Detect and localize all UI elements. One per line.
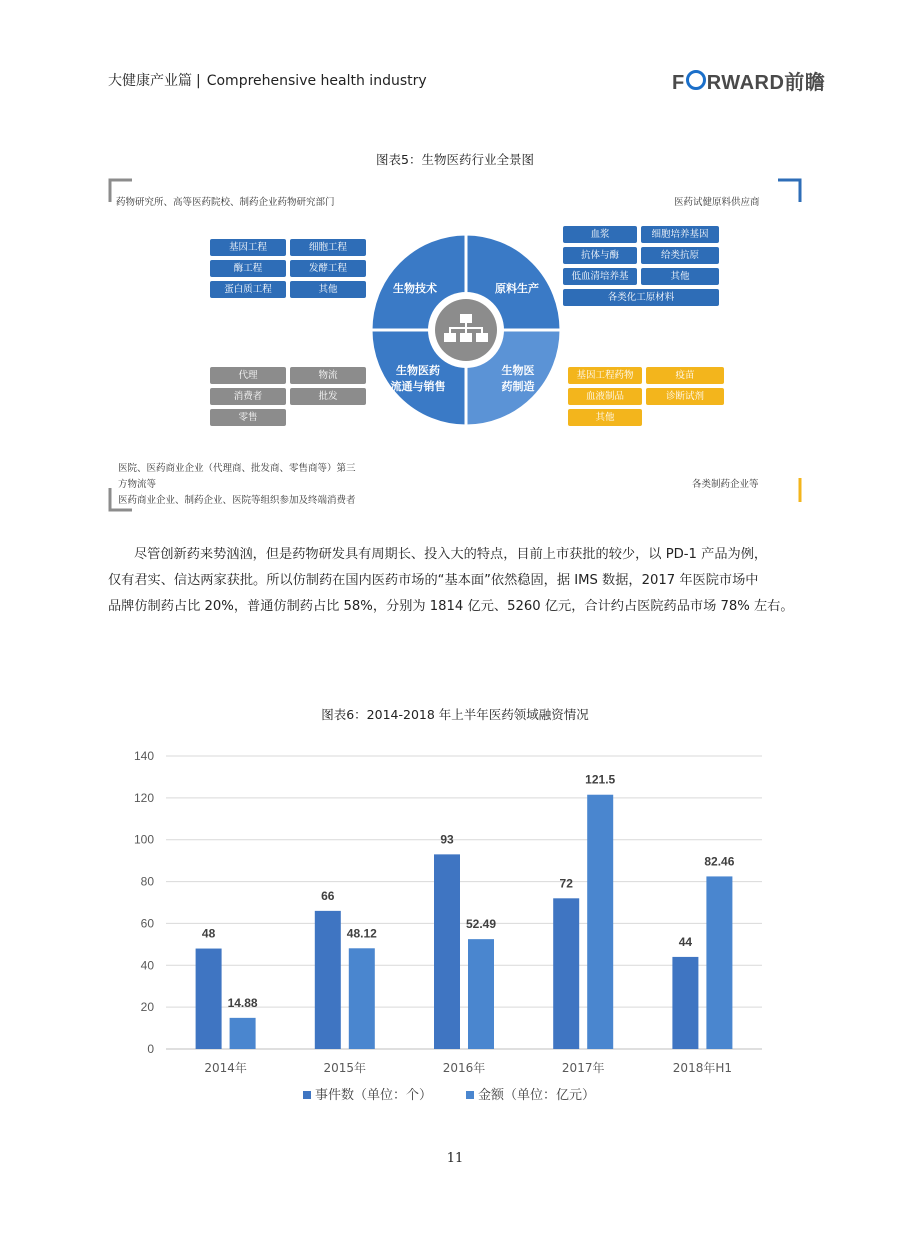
bar [315,911,341,1049]
y-tick-label: 100 [133,832,154,847]
x-tick-label: 2014年 [204,1061,247,1075]
paragraph-line: 品牌仿制药占比 20%，普通仿制药占比 58%，分别为 1814 亿元、5260 亿元，合计约占医院药品市场 78% 左右。 [108,599,794,614]
brand-cn: 前瞻 [784,72,826,94]
data-label: 66 [321,888,335,903]
dist-box: 消费者 [210,388,286,405]
wheel-label-q4: 药制造 [501,380,535,393]
bar [349,948,375,1049]
wheel-label-q3: 生物医药 [396,364,440,377]
legend-swatch [466,1091,474,1099]
bar [553,898,579,1049]
dist-box: 物流 [290,367,366,384]
legend-label: 金额（单位：亿元） [478,1088,596,1103]
data-label: 14.88 [227,995,258,1010]
data-label: 44 [678,934,693,949]
header-title-en: Comprehensive health industry [206,73,427,89]
data-label: 121.5 [585,772,616,787]
wheel-label-q2: 原料生产 [495,282,539,295]
tech-box: 其他 [290,281,366,298]
top-left-label: 药物研究所、高等医药院校、制药企业药物研究部门 [116,197,335,208]
bar [230,1018,256,1049]
bar [434,854,460,1049]
data-label: 72 [559,876,573,891]
raw-box: 抗体与酶 [563,247,637,264]
paragraph-line: 尽管创新药来势汹汹，但是药物研发具有周期长、投入大的特点，目前上市获批的较少，以 PD-1 产品为例， [134,547,768,562]
wheel-label-q1: 生物技术 [393,282,437,295]
y-tick-label: 0 [147,1042,154,1056]
financing-bar-chart [100,740,790,1120]
y-tick-label: 60 [140,916,154,931]
y-tick-label: 140 [133,749,154,763]
raw-box: 细胞培养基因 [641,226,719,243]
x-tick-label: 2015年 [323,1061,367,1075]
brand-logo: F RWARD前瞻 [672,72,826,94]
y-tick-label: 40 [140,958,154,973]
bar [672,957,698,1049]
page-number: 11 [446,1151,464,1166]
industry-landscape-diagram [108,178,802,512]
bar [587,795,613,1049]
tech-box: 基因工程 [210,239,286,256]
paragraph-line: 仅有君实、信达两家获批。所以仿制药在国内医药市场的“基本面”依然稳固，据 IMS 数据，2017 年医院市场中 [108,573,759,588]
mfg-box: 血液制品 [568,388,642,405]
y-tick-label: 120 [133,790,154,805]
bar [196,949,222,1049]
legend-label: 事件数（单位：个） [315,1088,433,1103]
x-tick-label: 2017年 [561,1061,605,1075]
dist-box: 代理 [210,367,286,384]
header-title-cn: 大健康产业篇 [108,73,192,89]
bottom-left-label: 医院、医药商业企业（代理商、批发商、零售商等）第三 [118,463,356,474]
x-tick-label: 2016年 [442,1061,486,1075]
figure6-caption: 图表6：2014-2018 年上半年医药领域融资情况 [321,707,589,722]
corner-bracket-icon [778,478,802,502]
bottom-left-label: 方物流等 [118,479,157,490]
industry-wheel [371,230,561,430]
body-paragraph [108,542,808,620]
mfg-box: 基因工程药物 [568,367,642,384]
top-right-label: 医药试健原料供应商 [674,197,760,208]
corner-bracket-icon [778,178,802,202]
tech-box: 细胞工程 [290,239,366,256]
data-label: 93 [440,832,454,847]
mfg-box: 疫苗 [646,367,724,384]
tech-box: 蛋白质工程 [210,281,286,298]
legend-swatch [303,1091,311,1099]
data-label: 82.46 [704,854,735,869]
raw-box: 血浆 [563,226,637,243]
mfg-box: 诊断试剂 [646,388,724,405]
bar [468,939,494,1049]
figure5-caption: 图表5：生物医药行业全景图 [376,152,534,167]
data-label: 48.12 [346,926,377,941]
x-tick-label: 2018年H1 [672,1061,733,1075]
dist-box: 批发 [290,388,366,405]
dist-box: 零售 [210,409,286,426]
running-header [108,70,427,90]
mfg-box: 其他 [568,409,642,426]
wheel-label-q4: 生物医 [501,364,535,377]
raw-box: 低血清培养基 [563,268,637,285]
header-separator: | [196,73,201,89]
y-tick-label: 80 [140,874,154,889]
data-label: 52.49 [465,917,497,932]
raw-box: 给类抗原 [641,247,719,264]
bottom-left-label: 医药商业企业、制药企业、医院等组织参加及终端消费者 [118,495,356,506]
bar [706,876,732,1049]
raw-box: 各类化工原材料 [563,289,719,306]
wheel-label-q3: 流通与销售 [390,380,446,393]
logo-ring-icon [686,70,706,90]
bottom-right-label: 各类制药企业等 [692,479,759,490]
y-tick-label: 20 [140,1000,154,1015]
data-label: 48 [201,926,216,941]
tech-box: 发酵工程 [290,260,366,277]
raw-box: 其他 [641,268,719,285]
tech-box: 酶工程 [210,260,286,277]
